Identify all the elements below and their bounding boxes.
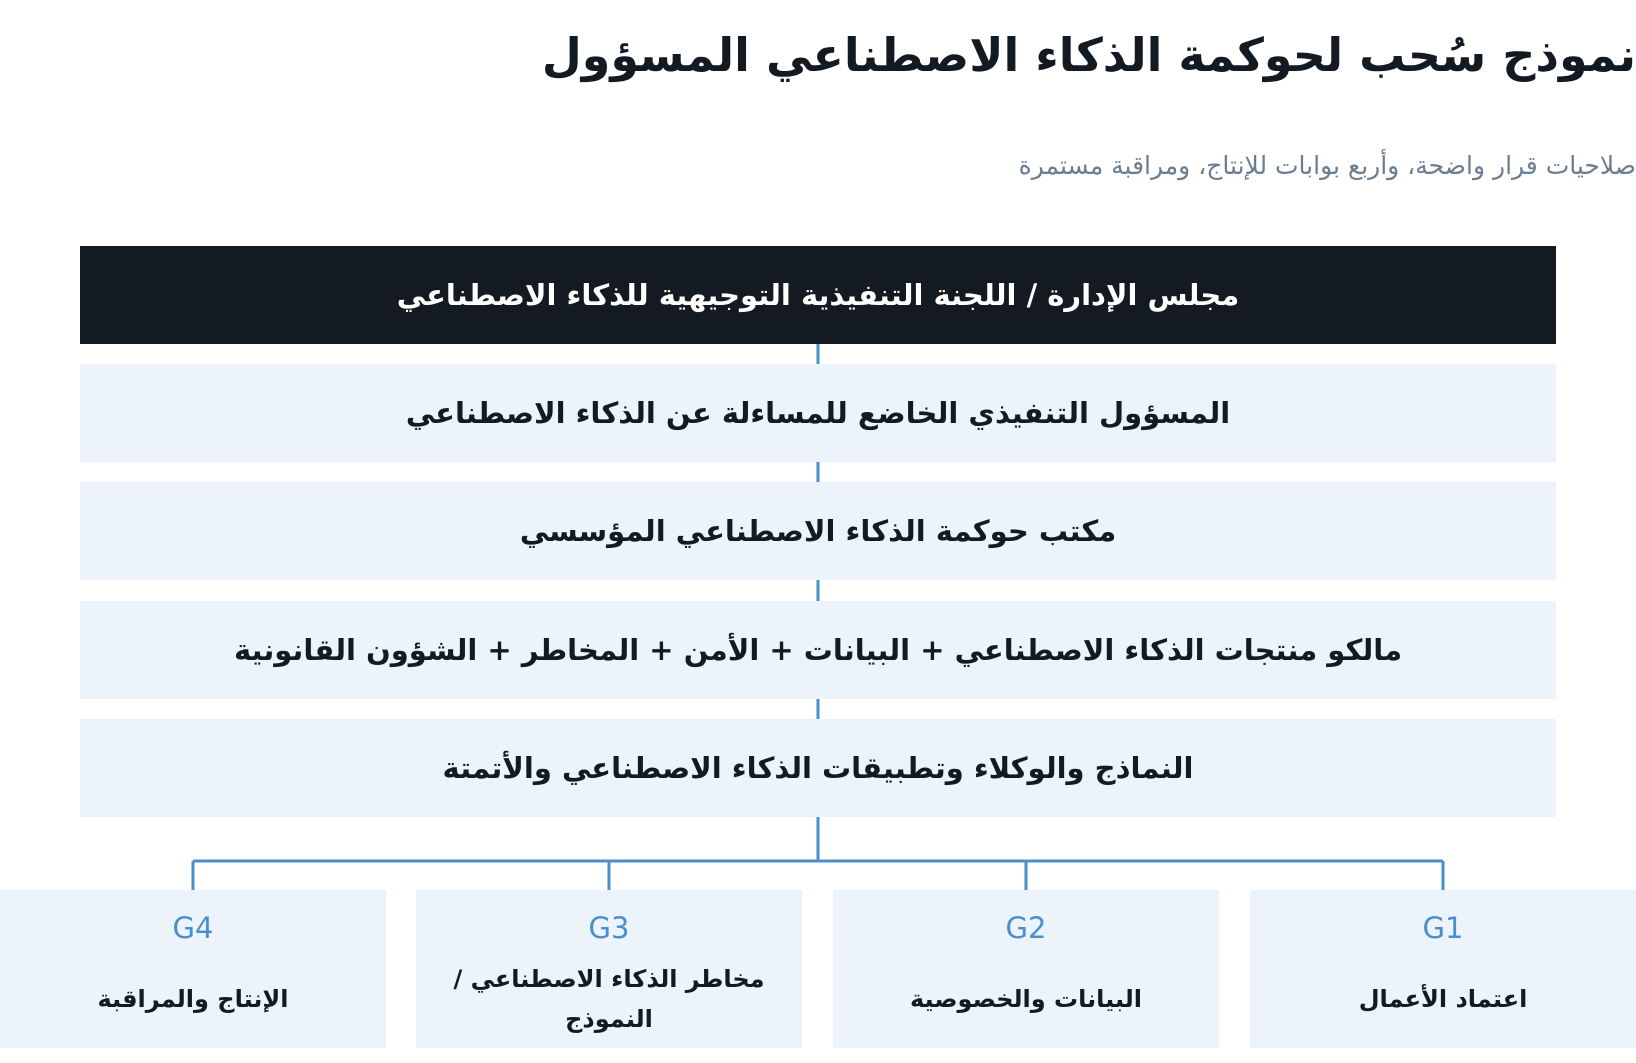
- gate-code: G2: [1005, 911, 1047, 945]
- tier-label: مالكو منتجات الذكاء الاصطناعي + البيانات + الأمن + المخاطر + الشؤون القانونية: [233, 633, 1403, 667]
- gate-label: الإنتاج والمراقبة: [97, 985, 289, 1013]
- gate-code: G1: [1422, 911, 1464, 945]
- gate-label: البيانات والخصوصية: [909, 985, 1143, 1013]
- tier-accountable-executive: [80, 364, 1556, 462]
- gate-g2: [833, 890, 1219, 1048]
- gate-g4: [0, 890, 386, 1048]
- gate-g1: [1250, 890, 1636, 1048]
- tier-owners: [80, 601, 1556, 699]
- page-subtitle: صلاحيات قرار واضحة، وأربع بوابات للإنتاج، ومراقبة مستمرة: [1018, 151, 1636, 180]
- tier-label: المسؤول التنفيذي الخاضع للمساءلة عن الذكاء الاصطناعي: [405, 396, 1231, 430]
- gate-label: مخاطر الذكاء الاصطناعي / النموذج: [453, 965, 765, 1033]
- tier-label: النماذج والوكلاء وتطبيقات الذكاء الاصطناعي والأتمتة: [442, 751, 1194, 785]
- gate-label: اعتماد الأعمال: [1358, 985, 1528, 1013]
- gate-code: G3: [588, 911, 630, 945]
- tier-models-agents-apps: [80, 719, 1556, 817]
- tier-board-steering-committee: [80, 246, 1556, 344]
- tier-label: مكتب حوكمة الذكاء الاصطناعي المؤسسي: [519, 514, 1117, 548]
- tier-label: مجلس الإدارة / اللجنة التنفيذية التوجيهية للذكاء الاصطناعي: [396, 278, 1240, 312]
- gate-g3: [416, 890, 802, 1048]
- page-title: نموذج سُحب لحوكمة الذكاء الاصطناعي المسؤول: [541, 28, 1636, 82]
- gate-code: G4: [172, 911, 214, 945]
- tier-governance-office: [80, 482, 1556, 580]
